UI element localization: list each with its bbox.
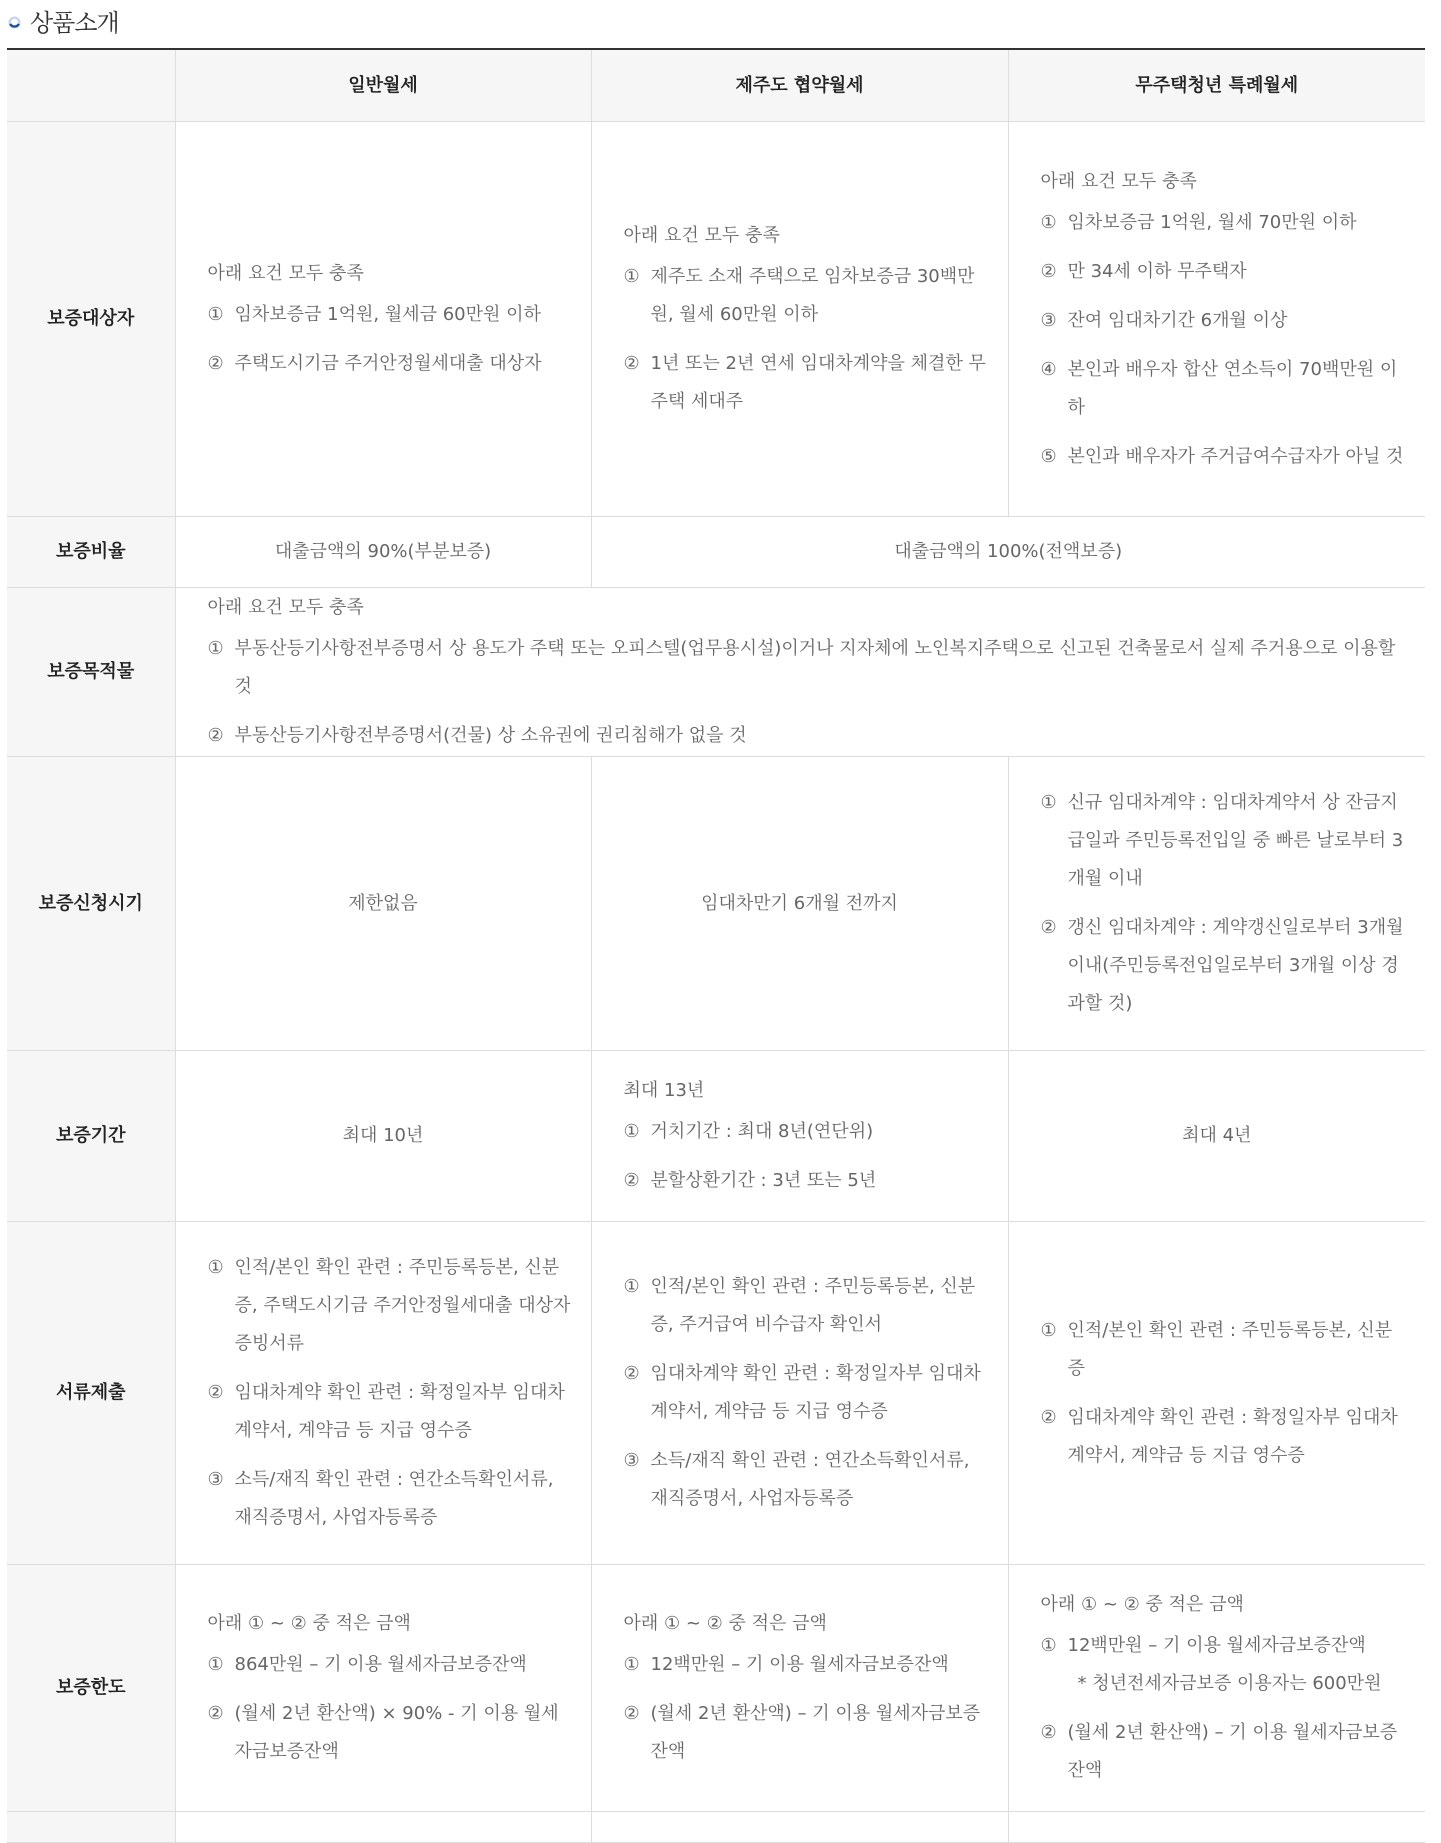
item-number: ② xyxy=(207,1703,224,1724)
cell-intro: 아래 ① ~ ② 중 적은 금액 xyxy=(623,1613,827,1634)
item-text: 부동산등기사항전부증명서 상 용도가 주택 또는 오피스텔(업무용시설)이거나 지자체에 노인복지주택으로 신고된 건축물로서 실제 주거용으로 이용할 것 xyxy=(234,638,1396,697)
item-number: ③ xyxy=(623,1450,640,1471)
item-text: 임대차계약 확인 관련 : 확정일자부 임대차계약서, 계약금 등 지급 영수증 xyxy=(1067,1406,1398,1466)
cell-intro: 아래 요건 모두 충족 xyxy=(1040,170,1197,192)
list-item xyxy=(1041,302,1406,340)
list-item xyxy=(624,1162,988,1200)
item-text: 본인과 배우자가 주거급여수급자가 아닐 것 xyxy=(1067,445,1404,467)
item-text: 제주도 소재 주택으로 임차보증금 30백만원, 월세 60만원 이하 xyxy=(650,266,975,325)
cell-intro: 아래 요건 모두 충족 xyxy=(207,263,364,284)
requirement-list xyxy=(624,258,988,421)
timing-jeju-cell: 임대차만기 6개월 전까지 xyxy=(591,757,1008,1051)
ratio-other-cell: 대출금액의 100%(전액보증) xyxy=(591,517,1425,588)
item-number: ① xyxy=(1040,792,1057,813)
item-number: ③ xyxy=(1040,309,1057,331)
item-number: ② xyxy=(1040,1406,1057,1428)
table-row-cutoff xyxy=(7,1812,1425,1843)
row-header-object: 보증목적물 xyxy=(7,588,175,757)
item-text: 잔여 임대차기간 6개월 이상 xyxy=(1067,309,1288,331)
requirement-list xyxy=(208,630,1406,755)
list-item xyxy=(208,345,571,383)
list-item xyxy=(208,1695,571,1771)
ratio-general-cell: 대출금액의 90%(부분보증) xyxy=(175,517,591,588)
documents-youth-cell xyxy=(1008,1222,1425,1565)
product-table xyxy=(7,50,1425,1843)
item-number: ① xyxy=(1040,211,1057,233)
list-item xyxy=(1041,253,1406,291)
list-item xyxy=(624,345,988,421)
row-header-limit: 보증한도 xyxy=(7,1565,175,1812)
item-text: (월세 2년 환산액) – 기 이용 월세자금보증잔액 xyxy=(1067,1722,1398,1781)
item-text: (월세 2년 환산액) – 기 이용 월세자금보증잔액 xyxy=(650,1703,981,1762)
table-cell xyxy=(175,1812,591,1843)
table-row-object xyxy=(7,588,1425,757)
cell-intro: 아래 ① ~ ② 중 적은 금액 xyxy=(207,1613,411,1634)
item-number: ② xyxy=(1040,260,1057,282)
item-text: 임대차계약 확인 관련 : 확정일자부 임대차계약서, 계약금 등 지급 영수증 xyxy=(234,1382,565,1441)
list-item xyxy=(1041,351,1406,427)
item-text: 인적/본인 확인 관련 : 주민등록등본, 신분증, 주거급여 비수급자 확인서 xyxy=(650,1276,976,1335)
limit-list xyxy=(208,1646,571,1771)
item-text: 갱신 임대차계약 : 계약갱신일로부터 3개월 이내(주민등록전입일로부터 3개월 이상 경과할 것) xyxy=(1067,917,1404,1014)
requirement-list xyxy=(624,1113,988,1200)
timing-youth-cell xyxy=(1008,757,1425,1051)
period-general-cell: 최대 10년 xyxy=(175,1051,591,1222)
item-text: 12백만원 – 기 이용 월세자금보증잔액 xyxy=(650,1654,949,1675)
item-text: 1년 또는 2년 연세 임대차계약을 체결한 무주택 세대주 xyxy=(650,353,986,412)
list-item xyxy=(1041,438,1406,476)
item-number: ① xyxy=(207,304,224,325)
item-text: 임대차계약 확인 관련 : 확정일자부 임대차계약서, 계약금 등 지급 영수증 xyxy=(650,1363,981,1422)
list-item xyxy=(208,1646,571,1684)
table-cell xyxy=(591,1812,1008,1843)
page-title: 상품소개 xyxy=(30,8,119,37)
item-text: (월세 2년 환산액) × 90% - 기 이용 월세자금보증잔액 xyxy=(234,1703,559,1762)
list-item xyxy=(624,1646,988,1684)
item-text: 소득/재직 확인 관련 : 연간소득확인서류, 재직증명서, 사업자등록증 xyxy=(234,1469,554,1528)
item-text: 임차보증금 1억원, 월세 70만원 이하 xyxy=(1067,211,1357,233)
document-list xyxy=(624,1268,988,1518)
item-text: 인적/본인 확인 관련 : 주민등록등본, 신분증 xyxy=(1067,1319,1393,1379)
list-item xyxy=(1041,204,1406,242)
list-item xyxy=(1041,1627,1406,1703)
item-text: 임차보증금 1억원, 월세금 60만원 이하 xyxy=(234,304,541,325)
row-header-cutoff xyxy=(7,1812,175,1843)
row-header-period: 보증기간 xyxy=(7,1051,175,1222)
table-row-target xyxy=(7,122,1425,517)
column-header-jeju: 제주도 협약월세 xyxy=(591,50,1008,122)
item-text: 소득/재직 확인 관련 : 연간소득확인서류, 재직증명서, 사업자등록증 xyxy=(650,1450,970,1509)
item-text: 거치기간 : 최대 8년(연단위) xyxy=(650,1121,874,1142)
period-jeju-cell xyxy=(591,1051,1008,1222)
product-table-wrapper xyxy=(7,48,1425,1843)
column-header-youth: 무주택청년 특례월세 xyxy=(1008,50,1425,122)
list-item xyxy=(208,1461,571,1537)
item-number: ① xyxy=(1040,1635,1057,1656)
list-item xyxy=(208,630,1406,706)
list-item xyxy=(624,1355,988,1431)
item-text: 만 34세 이하 무주택자 xyxy=(1067,260,1247,282)
list-item xyxy=(624,258,988,334)
list-item xyxy=(208,1374,571,1450)
table-row-timing xyxy=(7,757,1425,1051)
item-number: ② xyxy=(623,1703,640,1724)
item-number: ② xyxy=(1040,917,1057,938)
item-number: ② xyxy=(1040,1722,1057,1743)
item-number: ① xyxy=(623,1276,640,1297)
requirement-list xyxy=(208,296,571,383)
limit-youth-cell xyxy=(1008,1565,1425,1812)
table-row-period xyxy=(7,1051,1425,1222)
item-text: 부동산등기사항전부증명서(건물) 상 소유권에 권리침해가 없을 것 xyxy=(234,725,747,746)
table-row-ratio xyxy=(7,517,1425,588)
documents-general-cell xyxy=(175,1222,591,1565)
item-number: ② xyxy=(623,1170,640,1191)
target-general-cell xyxy=(175,122,591,517)
limit-list xyxy=(1041,1627,1406,1790)
item-text: 신규 임대차계약 : 임대차계약서 상 잔금지급일과 주민등록전입일 중 빠른 날로부터 3개월 이내 xyxy=(1067,792,1404,889)
table-cell xyxy=(1008,1812,1425,1843)
list-item xyxy=(624,1268,988,1344)
item-number: ⑤ xyxy=(1040,445,1057,467)
item-number: ① xyxy=(1040,1319,1057,1341)
list-item xyxy=(1041,909,1406,1023)
object-cell xyxy=(175,588,1425,757)
list-item xyxy=(208,1249,571,1363)
column-header-blank xyxy=(7,50,175,122)
item-number: ② xyxy=(623,353,640,374)
cell-intro: 아래 ① ~ ② 중 적은 금액 xyxy=(1040,1594,1244,1615)
item-text: 본인과 배우자 합산 연소득이 70백만원 이하 xyxy=(1067,358,1398,418)
list-item xyxy=(1041,1312,1406,1388)
table-row-documents xyxy=(7,1222,1425,1565)
item-text: 864만원 – 기 이용 월세자금보증잔액 xyxy=(234,1654,527,1675)
item-text: 주택도시기금 주거안정월세대출 대상자 xyxy=(234,353,542,374)
list-item xyxy=(624,1442,988,1518)
list-item xyxy=(624,1113,988,1151)
row-header-target: 보증대상자 xyxy=(7,122,175,517)
timing-general-cell: 제한없음 xyxy=(175,757,591,1051)
section-title-row xyxy=(8,0,119,40)
list-item xyxy=(624,1695,988,1771)
limit-general-cell xyxy=(175,1565,591,1812)
item-text: 12백만원 – 기 이용 월세자금보증잔액 xyxy=(1067,1635,1366,1656)
item-number: ② xyxy=(207,1382,224,1403)
table-row-limit xyxy=(7,1565,1425,1812)
item-number: ② xyxy=(623,1363,640,1384)
item-number: ① xyxy=(207,638,224,659)
item-number: ① xyxy=(207,1257,224,1278)
target-youth-cell xyxy=(1008,122,1425,517)
item-text: 분할상환기간 : 3년 또는 5년 xyxy=(650,1170,877,1191)
table-header-row xyxy=(7,50,1425,122)
requirement-list xyxy=(1041,204,1406,476)
list-item xyxy=(208,296,571,334)
row-header-timing: 보증신청시기 xyxy=(7,757,175,1051)
list-item xyxy=(1041,1714,1406,1790)
document-list xyxy=(208,1249,571,1537)
item-number: ④ xyxy=(1040,358,1057,380)
cell-intro: 아래 요건 모두 충족 xyxy=(207,597,364,618)
item-number: ① xyxy=(623,1121,640,1142)
documents-jeju-cell xyxy=(591,1222,1008,1565)
item-number: ① xyxy=(623,1654,640,1675)
item-text: 인적/본인 확인 관련 : 주민등록등본, 신분증, 주택도시기금 주거안정월세대출 대상자 증빙서류 xyxy=(234,1257,571,1354)
row-header-documents: 서류제출 xyxy=(7,1222,175,1565)
item-number: ② xyxy=(207,725,224,746)
item-number: ① xyxy=(623,266,640,287)
item-number: ③ xyxy=(207,1469,224,1490)
column-header-general: 일반월세 xyxy=(175,50,591,122)
item-number: ① xyxy=(207,1654,224,1675)
row-header-ratio: 보증비율 xyxy=(7,517,175,588)
document-list xyxy=(1041,1312,1406,1475)
list-item xyxy=(1041,784,1406,898)
target-jeju-cell xyxy=(591,122,1008,517)
limit-list xyxy=(624,1646,988,1771)
list-item xyxy=(208,717,1406,755)
item-note: * 청년전세자금보증 이용자는 600만원 xyxy=(1077,1673,1382,1694)
cell-intro: 아래 요건 모두 충족 xyxy=(623,225,780,246)
list-item xyxy=(1041,1399,1406,1475)
limit-jeju-cell xyxy=(591,1565,1008,1812)
period-youth-cell: 최대 4년 xyxy=(1008,1051,1425,1222)
requirement-list xyxy=(1041,784,1406,1023)
circle-bullet-icon xyxy=(8,16,21,29)
cell-intro: 최대 13년 xyxy=(623,1080,705,1101)
item-number: ② xyxy=(207,353,224,374)
